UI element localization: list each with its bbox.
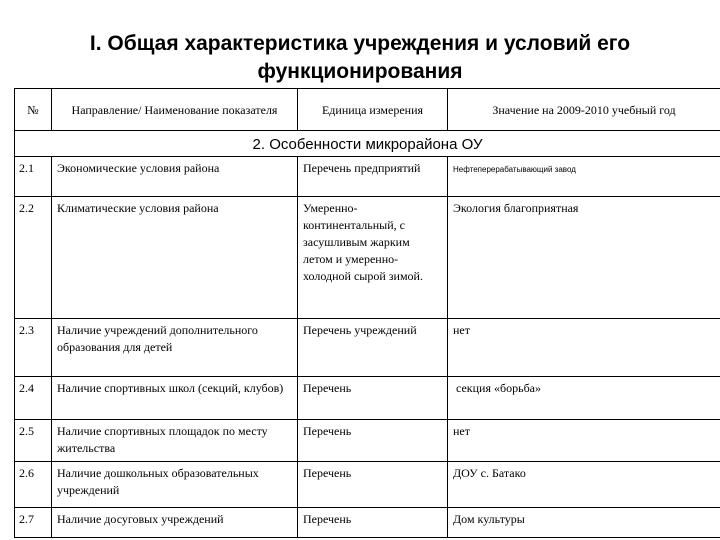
- row-value-text: секция «борьба»: [456, 381, 542, 395]
- row-value: [448, 377, 720, 420]
- row-value: нет: [448, 319, 720, 377]
- page-title-line-1: I. Общая характеристика учреждения и условий его: [89, 32, 631, 55]
- row-name: Наличие досуговых учреждений: [52, 508, 298, 538]
- section-row: [15, 131, 720, 157]
- row-num: 2.6: [15, 462, 52, 508]
- row-value: Дом культуры: [448, 508, 720, 538]
- table-row: [15, 420, 720, 462]
- row-value: ДОУ с. Батако: [448, 462, 720, 508]
- table-row: [15, 319, 720, 377]
- row-value: [448, 157, 720, 197]
- row-value: нет: [448, 420, 720, 462]
- page-title: [0, 30, 720, 86]
- table-row: [15, 508, 720, 538]
- row-unit: Перечень предприятий: [298, 157, 448, 197]
- row-name: Наличие дошкольных образовательных учреждений: [52, 462, 298, 508]
- row-name: Наличие спортивных школ (секций, клубов): [52, 377, 298, 420]
- row-unit: Перечень учреждений: [298, 319, 448, 377]
- table-row: [15, 157, 720, 197]
- row-name: Наличие спортивных площадок по месту жительства: [52, 420, 298, 462]
- row-unit: Перечень: [298, 462, 448, 508]
- row-num: 2.2: [15, 197, 52, 319]
- section-title: 2. Особенности микрорайона ОУ: [15, 131, 720, 157]
- row-name: Климатические условия района: [52, 197, 298, 319]
- table-header-row: [15, 89, 720, 131]
- row-num: 2.1: [15, 157, 52, 197]
- table-row: [15, 377, 720, 420]
- row-value-text: Нефтеперерабатывающий завод: [453, 165, 576, 174]
- header-num: №: [15, 89, 52, 131]
- row-unit: Умеренно-континентальный, с засушливым жарким летом и умеренно-холодной сырой зимой.: [298, 197, 448, 319]
- header-unit: Единица измерения: [298, 89, 448, 131]
- page-title-line-2: функционирования: [257, 60, 463, 83]
- row-unit: Перечень: [298, 508, 448, 538]
- row-name: Экономические условия района: [52, 157, 298, 197]
- table-row: [15, 462, 720, 508]
- row-num: 2.3: [15, 319, 52, 377]
- table-row: [15, 197, 720, 319]
- row-name: Наличие учреждений дополнительного образования для детей: [52, 319, 298, 377]
- row-unit: Перечень: [298, 420, 448, 462]
- row-num: 2.5: [15, 420, 52, 462]
- header-value: Значение на 2009-2010 учебный год: [448, 89, 720, 131]
- row-value: Экология благоприятная: [448, 197, 720, 319]
- row-num: 2.4: [15, 377, 52, 420]
- row-unit: Перечень: [298, 377, 448, 420]
- characteristics-table: [14, 88, 720, 538]
- header-name: Направление/ Наименование показателя: [52, 89, 298, 131]
- row-num: 2.7: [15, 508, 52, 538]
